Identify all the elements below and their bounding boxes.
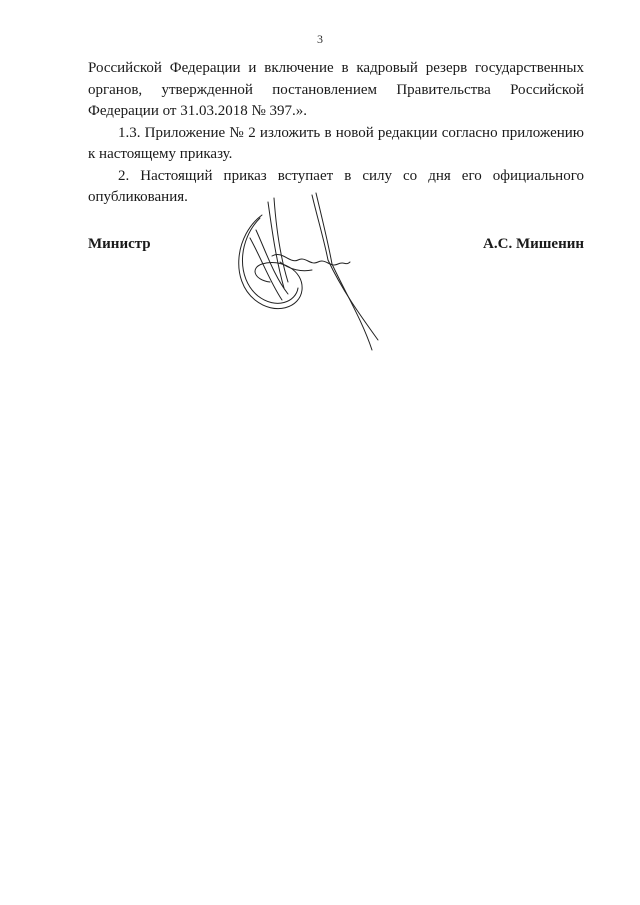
paragraph-item-1-3: 1.3. Приложение № 2 изложить в новой редакции согласно приложению к настоящему приказу. — [88, 124, 584, 162]
signer-title: Министр — [88, 236, 151, 252]
handwritten-signature — [210, 190, 400, 365]
signer-name: А.С. Мишенин — [483, 236, 584, 252]
document-body — [88, 58, 584, 209]
paragraph-item-2: 2. Настоящий приказ вступает в силу со дня его официального опубликования. — [88, 167, 584, 205]
paragraph-continuation: Российской Федерации и включение в кадровый резерв государственных органов, утвержденной постановлением Правительства Российской Федерации от 31.03.2018 № 397.». — [88, 60, 584, 119]
page-number: 3 — [317, 32, 323, 46]
